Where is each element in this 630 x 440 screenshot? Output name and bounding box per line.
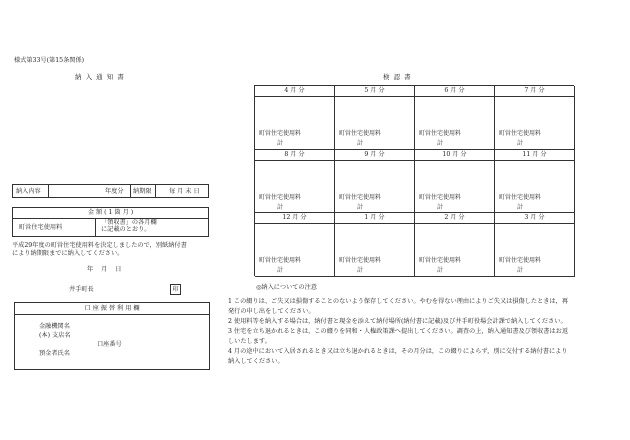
stub-cell [415,86,495,150]
stub-total-label: 計 [517,267,524,275]
stub-item-label: 町営住宅使用料 [499,130,542,137]
note-line: しいたします。 [228,338,271,345]
form-number: 様式第33号(第15条関係) [14,57,85,64]
deadline-label: 納期限 [133,188,152,195]
fee-note: 「領収書」の各月欄に記載のとおり。 [101,219,157,234]
stub-item-label: 町営住宅使用料 [419,130,462,137]
note-line: 2 使用料等を納入する場合は，納付書と現金を添えて納付場所(納付書に記載)及び井手町役場会計課で納入してください。 [228,318,567,325]
amount-header: 金 額 ( 1 箇 月 ) [87,209,134,216]
stub-total-label: 計 [277,203,284,211]
date-line: 年 月 日 [87,266,125,273]
mayor-name: 井手町長 [69,286,94,293]
stub-month-header: 2 月 分 [415,213,494,224]
stub-cell [335,213,415,277]
stub-month-header: 12 月 分 [255,213,334,224]
stub-total-label: 計 [277,140,284,147]
notice-title: 納 入 通 知 書 [75,73,125,81]
payment-content-label: 納入内容 [16,188,41,195]
stub-month-header: 10 月 分 [415,150,494,161]
bank-section-header: 口 座 振 替 利 用 欄 [84,305,140,312]
stub-total-label: 計 [437,140,444,147]
stub-month-header: 3 月 分 [495,213,574,224]
stub-month-header: 4 月 分 [255,86,334,97]
stub-title: 検 認 書 [383,73,412,81]
stub-month-header: 6 月 分 [415,86,494,97]
stub-total-label: 計 [357,140,364,147]
fee-item-label: 町営住宅使用料 [19,224,63,231]
note-line: 発行の申し出をしてください。 [228,308,315,315]
note-line: 1 この綴りは、ご失又は損傷することのないよう保存してください。やむを得ない理由によりご失又は損傷したときは，再 [228,298,569,305]
bank-transfer-section [14,302,210,370]
stub-cell [335,86,415,150]
stub-total-label: 計 [517,203,524,211]
account-number-label: 口座番号 [97,341,122,348]
stub-total-label: 計 [437,203,444,211]
stub-item-label: 町営住宅使用料 [419,257,462,265]
amount-table [12,207,209,237]
stub-month-header: 9 月 分 [335,150,414,161]
official-seal: 印 [170,284,181,295]
stub-item-label: 町営住宅使用料 [499,257,542,265]
notes-title: ◎納入についての注意 [256,284,317,291]
stub-item-label: 町営住宅使用料 [419,193,462,201]
stub-cell [495,86,575,150]
stub-item-label: 町営住宅使用料 [499,193,542,201]
fiscal-year-label: 年度分 [105,188,124,195]
stub-item-label: 町営住宅使用料 [259,193,302,201]
notice-text-1: 平成29年度の町営住宅使用料を決定しましたので，別紙納付書 [12,242,187,249]
deadline-value: 毎 月 末 日 [169,188,200,195]
stub-item-label: 町営住宅使用料 [339,130,382,137]
stub-cell [495,213,575,277]
stub-cell [415,213,495,277]
stub-item-label: 町営住宅使用料 [259,130,302,137]
stub-total-label: 計 [437,267,444,275]
stub-total-label: 計 [357,267,364,275]
depositor-name-label: 預金者氏名 [39,350,70,357]
note-line: 3 住宅を立ち退かれるときは，この綴りを同和・人権政策課へ提出してください。調査の上，納入通知書及び領収書はお返 [228,328,569,335]
stub-month-header: 7 月 分 [495,86,574,97]
stub-month-header: 5 月 分 [335,86,414,97]
stub-cell [495,150,575,214]
stub-month-header: 11 月 分 [495,150,574,161]
stub-item-label: 町営住宅使用料 [339,257,382,265]
stub-grid [254,85,574,276]
notice-text-2: により納期限までに納入してください。 [12,250,124,257]
stub-total-label: 計 [277,267,284,275]
stub-month-header: 8 月 分 [255,150,334,161]
stub-cell [335,150,415,214]
bank-name-label: 金融機関名 [39,323,70,330]
stub-cell [415,150,495,214]
stub-item-label: 町営住宅使用料 [339,193,382,201]
note-line: 4 月の途中において入居されるとき又は立ち退かれるときは，その月分は，この綴りによらず，別に交付する納付書により [228,348,568,355]
stub-total-label: 計 [357,203,364,211]
stub-total-label: 計 [517,140,524,147]
payment-row [12,184,209,198]
note-line: 納入してください。 [228,358,284,365]
stub-cell [255,150,335,214]
stub-cell [255,213,335,277]
stub-cell [255,86,335,150]
branch-name-label: (本) 支店名 [39,332,71,339]
stub-item-label: 町営住宅使用料 [259,257,302,265]
stub-month-header: 1 月 分 [335,213,414,224]
